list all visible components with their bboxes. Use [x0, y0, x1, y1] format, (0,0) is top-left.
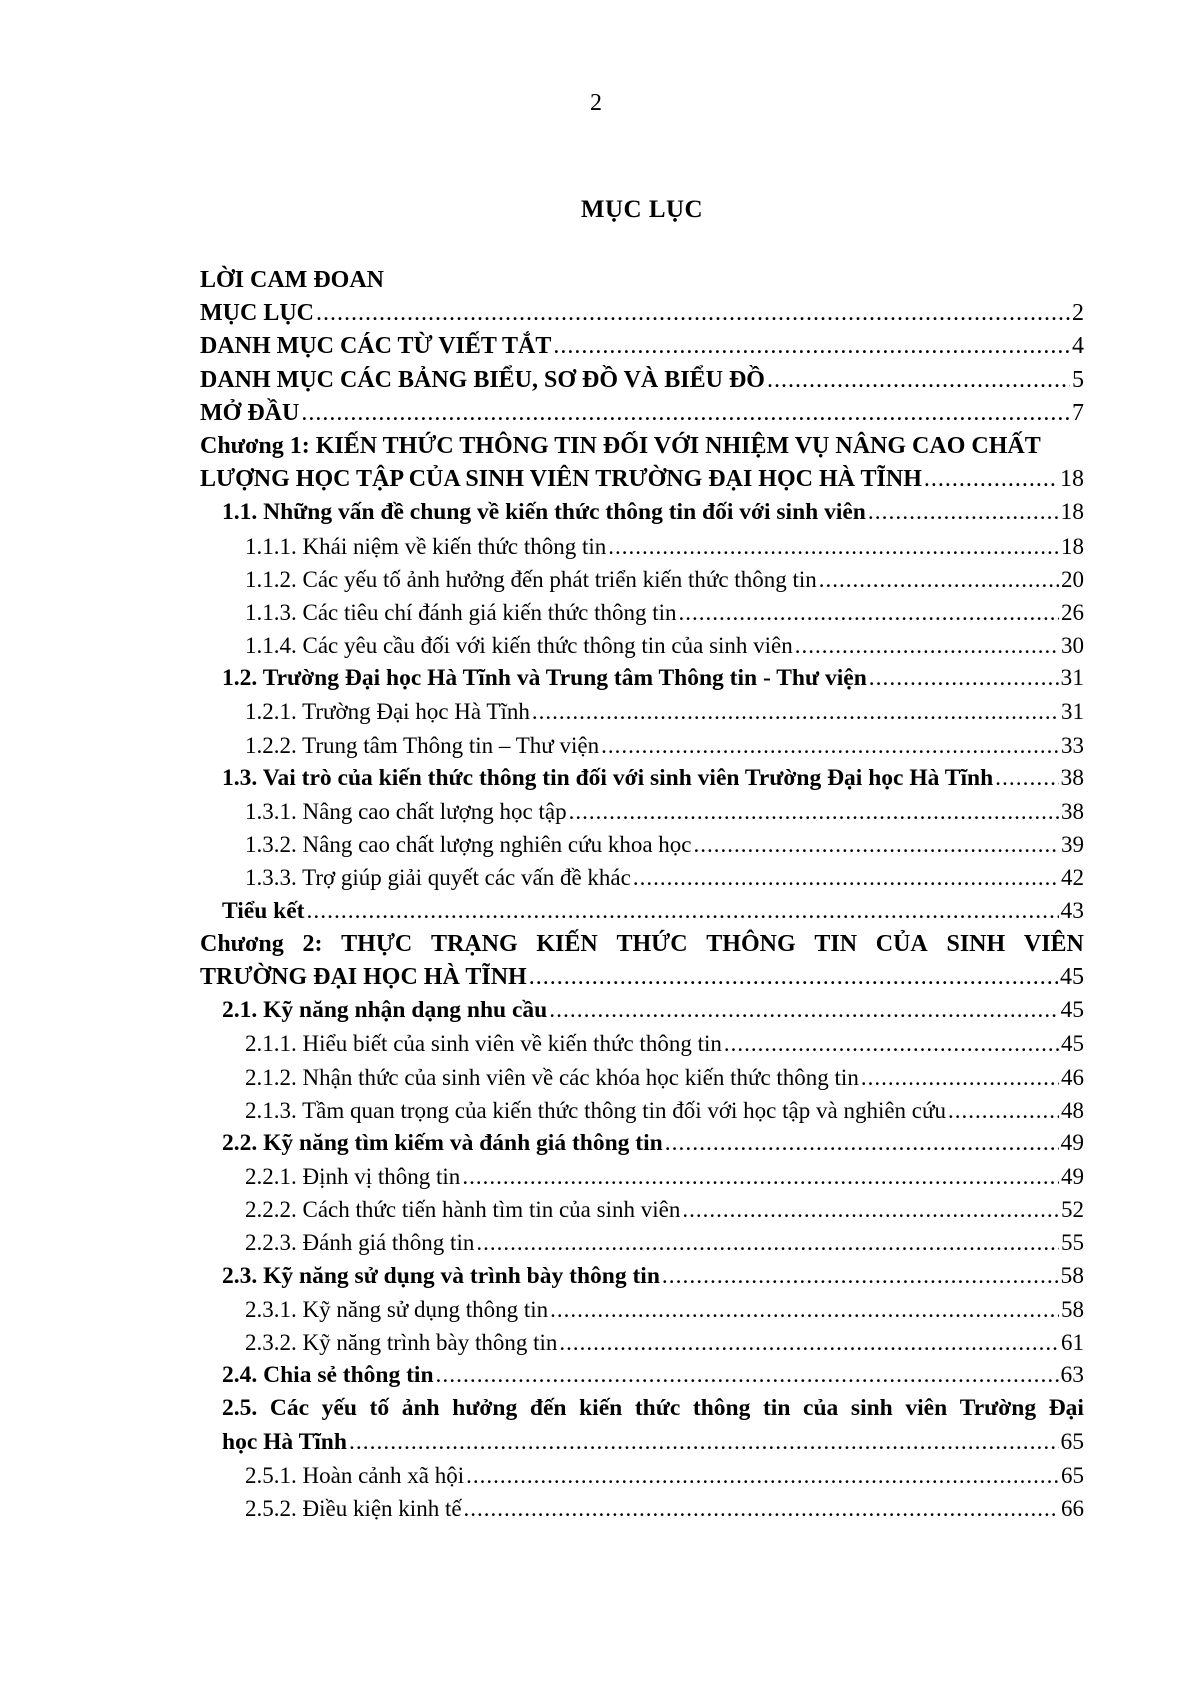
toc-entry[interactable]	[200, 1426, 1084, 1459]
toc-page-number: 58	[1061, 1296, 1084, 1322]
toc-page-number: 65	[1060, 1428, 1084, 1455]
toc-dot-leader	[550, 1293, 1059, 1326]
toc-entry[interactable]	[200, 264, 1084, 297]
toc-entry[interactable]	[200, 596, 1084, 629]
toc-entry[interactable]	[200, 1359, 1084, 1392]
toc-entry-title: 2.5.1. Hoàn cảnh xã hội	[245, 1462, 465, 1488]
toc-dot-leader	[995, 762, 1058, 795]
toc-entry-title: 2.3.1. Kỹ năng sử dụng thông tin	[245, 1296, 549, 1322]
toc-dot-leader	[665, 1127, 1059, 1160]
toc-entry[interactable]	[200, 297, 1084, 330]
toc-entry-title: DANH MỤC CÁC TỪ VIẾT TẮT	[200, 333, 552, 360]
toc-page-number: 20	[1061, 566, 1084, 592]
toc-page-number: 18	[1061, 533, 1084, 559]
toc-dot-leader	[924, 463, 1058, 496]
toc-entry-title: 1.3.3. Trợ giúp giải quyết các vấn đề khác	[245, 865, 631, 891]
toc-entry-word: 2:	[302, 930, 323, 957]
toc-page-number: 18	[1060, 499, 1084, 526]
toc-dot-leader	[767, 364, 1070, 397]
toc-entry[interactable]	[200, 928, 1084, 961]
toc-entry-title: 1.1.2. Các yếu tố ảnh hưởng đến phát triển kiến thức thông tin	[245, 566, 817, 592]
toc-entry-word: hưởng	[452, 1395, 518, 1422]
toc-page-number: 49	[1060, 1129, 1084, 1156]
toc-entry[interactable]	[200, 463, 1084, 496]
toc-page-number: 38	[1060, 764, 1084, 791]
toc-page-number: 52	[1061, 1197, 1084, 1223]
toc-dot-leader	[724, 1027, 1059, 1060]
toc-entry[interactable]	[200, 330, 1084, 363]
toc-entry-word: tin	[762, 1395, 791, 1422]
toc-entry-title: TRƯỜNG ĐẠI HỌC HÀ TĨNH	[200, 963, 527, 990]
toc-entry[interactable]	[200, 729, 1084, 762]
toc-entry-title: 1.1. Những vấn đề chung về kiến thức thông tin đối với sinh viên	[222, 499, 866, 526]
toc-entry[interactable]	[200, 364, 1084, 397]
toc-entry-word: 2.5.	[222, 1395, 258, 1422]
toc-entry-title: 1.1.3. Các tiêu chí đánh giá kiến thức thông tin	[245, 599, 677, 625]
toc-entry-title: 2.2.3. Đánh giá thông tin	[245, 1230, 475, 1256]
toc-page-number: 61	[1061, 1330, 1084, 1355]
toc-page-number: 45	[1061, 1031, 1084, 1057]
toc-entry[interactable]	[200, 530, 1084, 563]
toc-dot-leader	[819, 563, 1059, 596]
toc-entry-title: LƯỢNG HỌC TẬP CỦA SINH VIÊN TRƯỜNG ĐẠI HỌC HÀ TĨNH	[200, 466, 922, 493]
toc-entry-title: 1.3.2. Nâng cao chất lượng nghiên cứu khoa học	[245, 832, 692, 858]
toc-entry-title: 2.2. Kỹ năng tìm kiếm và đánh giá thông tin	[222, 1129, 663, 1156]
toc-page-number: 2	[1072, 300, 1084, 327]
toc-page-number: 46	[1061, 1064, 1084, 1090]
toc-entry-title: 2.3.2. Kỹ năng trình bày thông tin	[245, 1330, 558, 1355]
toc-dot-leader	[301, 397, 1070, 430]
toc-entry-word: Chương	[200, 930, 284, 957]
toc-entry-word: THỰC	[341, 930, 413, 957]
toc-entry-word: VIÊN	[1023, 930, 1084, 957]
toc-entry[interactable]	[200, 1293, 1084, 1326]
toc-page-number: 30	[1061, 633, 1084, 659]
toc-entry-word: yếu	[321, 1395, 357, 1422]
toc-dot-leader	[633, 861, 1059, 894]
toc-dot-leader	[868, 496, 1059, 529]
toc-dot-leader	[795, 629, 1059, 662]
toc-dot-leader	[349, 1426, 1059, 1459]
toc-page-number: 66	[1061, 1495, 1084, 1521]
toc-entry-title: 1.1.4. Các yêu cầu đối với kiến thức thông tin của sinh viên	[245, 633, 793, 659]
toc-entry-word: SINH	[946, 930, 1006, 957]
toc-page-number: 31	[1061, 699, 1084, 725]
toc-entry-title: 1.2. Trường Đại học Hà Tĩnh và Trung tâm Thông tin - Thư viện	[222, 665, 867, 692]
toc-dot-leader	[869, 662, 1059, 695]
toc-dot-leader	[553, 330, 1070, 363]
toc-entry[interactable]	[200, 994, 1084, 1027]
toc-entry[interactable]	[200, 1226, 1084, 1259]
toc-entry-word: của	[803, 1395, 839, 1422]
toc-dot-leader	[316, 297, 1070, 330]
toc-entry[interactable]	[200, 1193, 1084, 1226]
toc-entry-title: 1.1.1. Khái niệm về kiến thức thông tin	[245, 533, 607, 559]
toc-entry-word: Trường	[959, 1395, 1037, 1422]
toc-entry-title: MỞ ĐẦU	[200, 399, 300, 426]
toc-page-number: 39	[1061, 832, 1084, 858]
toc-page-number: 48	[1061, 1097, 1084, 1123]
toc-entry-title: 2.1. Kỹ năng nhận dạng nhu cầu	[222, 997, 548, 1024]
toc-entry-word: Đại	[1048, 1395, 1084, 1422]
toc-dot-leader	[462, 1160, 1059, 1193]
toc-entry[interactable]	[200, 662, 1084, 695]
toc-page-number: 18	[1060, 466, 1084, 493]
toc-entry-word: viên	[905, 1395, 948, 1422]
toc-entry[interactable]	[200, 1492, 1084, 1525]
toc-entry[interactable]	[200, 496, 1084, 529]
toc-entry-word: Các	[269, 1395, 310, 1422]
toc-page-number: 55	[1061, 1230, 1084, 1256]
toc-entry[interactable]	[200, 895, 1084, 928]
toc-entry[interactable]	[200, 1127, 1084, 1160]
toc-entry[interactable]	[200, 695, 1084, 728]
toc-entry-word: thông	[692, 1395, 751, 1422]
toc-entry[interactable]	[200, 629, 1084, 662]
toc-page-number: 26	[1061, 599, 1084, 625]
toc-entry[interactable]	[200, 1160, 1084, 1193]
toc-entry-word: THÔNG	[706, 930, 796, 957]
toc-dot-leader	[682, 1193, 1059, 1226]
toc-entry-word: tố	[369, 1395, 390, 1422]
toc-page-number: 65	[1061, 1462, 1084, 1488]
toc-entry-title: MỤC LỤC	[200, 300, 314, 327]
toc-entry-title: 2.3. Kỹ năng sử dụng và trình bày thông tin	[222, 1262, 660, 1289]
toc-entry-title: 2.2.1. Định vị thông tin	[245, 1164, 461, 1190]
toc-entry-word: THỨC	[616, 930, 688, 957]
toc-page-number: 43	[1060, 897, 1084, 924]
toc-entry-title: 2.5.2. Điều kiện kinh tế	[245, 1495, 462, 1521]
toc-entry[interactable]	[200, 762, 1084, 795]
toc-entry[interactable]	[200, 861, 1084, 894]
toc-entry-title: 2.1.2. Nhận thức của sinh viên về các khóa học kiến thức thông tin	[245, 1064, 859, 1090]
toc-dot-leader	[694, 828, 1059, 861]
toc-entry-word: CỦA	[875, 930, 928, 957]
toc-dot-leader	[436, 1359, 1059, 1392]
toc-page-number: 45	[1060, 997, 1084, 1024]
toc-entry[interactable]	[200, 795, 1084, 828]
toc-dot-leader	[569, 795, 1059, 828]
toc-entry[interactable]	[200, 1392, 1084, 1425]
toc-page-number: 58	[1060, 1262, 1084, 1289]
toc-dot-leader	[306, 895, 1058, 928]
toc-entry-title: DANH MỤC CÁC BẢNG BIỂU, SƠ ĐỒ VÀ BIỂU ĐỒ	[200, 366, 765, 393]
toc-entry-word: TIN	[814, 930, 858, 957]
toc-entry-word: đến	[529, 1395, 567, 1422]
toc-entry-word: sinh	[850, 1395, 893, 1422]
toc-entry[interactable]	[200, 961, 1084, 994]
toc-entry-title: 2.1.3. Tầm quan trọng của kiến thức thông tin đối với học tập và nghiên cứu	[245, 1097, 946, 1123]
toc-entry-title: LỜI CAM ĐOAN	[200, 267, 384, 293]
toc-entry[interactable]	[200, 1027, 1084, 1060]
toc-entry-title: 1.2.2. Trung tâm Thông tin – Thư viện	[245, 732, 600, 758]
toc-dot-leader	[679, 596, 1060, 629]
toc-entry-title: Chương 1: KIẾN THỨC THÔNG TIN ĐỐI VỚI NHIỆM VỤ NÂNG CAO CHẤT	[200, 432, 1041, 459]
toc-entry-title: 1.3.1. Nâng cao chất lượng học tập	[245, 799, 567, 824]
toc-dot-leader	[529, 961, 1058, 994]
toc-entry-title: 1.3. Vai trò của kiến thức thông tin đối với sinh viên Trường Đại học Hà Tĩnh	[222, 764, 994, 791]
toc-page-number: 49	[1061, 1164, 1084, 1190]
toc-entry[interactable]	[200, 563, 1084, 596]
toc-page-number: 42	[1061, 865, 1084, 891]
toc-page-number: 5	[1072, 366, 1084, 393]
toc-entry-title: 2.2.2. Cách thức tiến hành tìm tin của sinh viên	[245, 1197, 681, 1223]
toc-entry-word: TRẠNG	[430, 930, 518, 957]
toc-dot-leader	[464, 1492, 1059, 1525]
toc-dot-leader	[549, 994, 1058, 1027]
toc-entry-word: KIẾN	[536, 930, 598, 957]
toc-entry[interactable]	[200, 1260, 1084, 1293]
toc-entry-word: ảnh	[401, 1395, 440, 1422]
toc-entry-title: Tiểu kết	[222, 897, 305, 924]
toc-entry-title: học Hà Tĩnh	[222, 1428, 347, 1455]
toc-dot-leader	[476, 1226, 1059, 1259]
toc-entry[interactable]	[200, 430, 1084, 463]
toc-dot-leader	[559, 1326, 1059, 1359]
toc-dot-leader	[532, 695, 1059, 728]
toc-page-number: 63	[1060, 1362, 1084, 1389]
toc-entry[interactable]	[200, 1094, 1084, 1127]
toc-entry[interactable]	[200, 828, 1084, 861]
toc-entry[interactable]	[200, 1326, 1084, 1359]
toc-entry-title: 2.1.1. Hiểu biết của sinh viên về kiến thức thông tin	[245, 1031, 722, 1057]
toc-dot-leader	[948, 1094, 1059, 1127]
page-title: MỤC LỤC	[580, 196, 704, 223]
toc-entry-word: thức	[634, 1395, 681, 1422]
toc-entry-title: 1.2.1. Trường Đại học Hà Tĩnh	[245, 699, 530, 725]
toc-entry-title: 2.4. Chia sẻ thông tin	[222, 1362, 434, 1389]
toc-dot-leader	[662, 1260, 1059, 1293]
page-number: 2	[590, 90, 602, 116]
toc-dot-leader	[601, 729, 1059, 762]
toc-page-number: 4	[1072, 333, 1084, 360]
toc-entry[interactable]	[200, 1061, 1084, 1094]
toc-entry[interactable]	[200, 1459, 1084, 1492]
toc-dot-leader	[861, 1061, 1059, 1094]
toc-entry[interactable]	[200, 397, 1084, 430]
toc-page-number: 31	[1060, 665, 1084, 692]
toc-page-number: 45	[1060, 963, 1084, 990]
table-of-contents	[200, 264, 1084, 1525]
toc-page-number: 38	[1061, 799, 1084, 824]
toc-dot-leader	[608, 530, 1059, 563]
toc-page-number: 33	[1061, 732, 1084, 758]
toc-entry-word: kiến	[579, 1395, 623, 1422]
toc-page-number: 7	[1072, 399, 1084, 426]
toc-dot-leader	[466, 1459, 1059, 1492]
